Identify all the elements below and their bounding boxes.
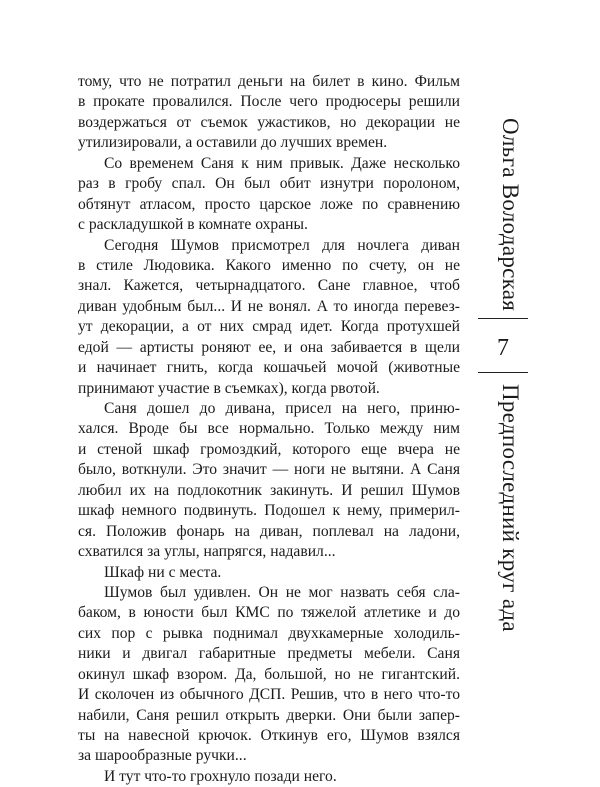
body-text [78,72,460,787]
text-line: и начинает гнить, когда кошачьей мочой (животные [78,359,460,377]
text-line: окинул шкаф взором. Да, большой, но не гигантский. [78,665,460,683]
text-line: Шкаф ни с места. [104,563,222,581]
text-line: принимают участие в съемках), когда рвотой. [78,379,380,397]
text-line: воздержаться от съемок ужастиков, но декорации не [78,113,460,131]
text-line: и стеной шкаф громоздкий, которого еще вчера не [78,440,460,458]
author-name: Ольга Володарская [498,118,523,312]
text-line: шкаф немного подвинуть. Подошел к нему, примерил- [78,502,460,520]
text-line: диван удобным был... И не вонял. А то иногда перевез- [78,297,460,315]
text-line: хался. Вроде бы все нормально. Только между ним [78,420,460,438]
text-line: ты на навесной крючок. Откинув его, Шумов взялся [78,727,460,744]
text-line: едой — артисты роняют ее, и она забивается в щели [78,338,460,356]
text-line: Шумов был удивлен. Он не мог назвать себя сла- [104,583,460,601]
text-line: любил их на подлокотник закинуть. И решил Шумов [78,481,460,499]
text-line: Саня дошел до дивана, присел на него, приню- [104,400,460,417]
text-line: с раскладушкой в комнате охраны. [78,216,308,234]
text-line: сих пор с рывка поднимал двухкамерные холодиль- [78,624,460,642]
text-line: И сколочен из обычного ДСП. Решив, что в него что-то [78,686,460,704]
text-line: Сегодня Шумов присмотрел для ночлега диван [104,236,460,254]
text-line: Со временем Саня к ним привык. Даже несколько [104,154,460,172]
text-line: ут декорации, а от них смрад идет. Когда протухшей [78,318,460,336]
text-line: схватился за углы, напрягся, надавил... [78,543,336,561]
header-divider-top [478,318,528,319]
text-line: знал. Кажется, четырнадцатого. Сане главное, чтоб [78,277,460,295]
text-line: раз в гробу спал. Он был обит изнутри поролоном, [78,175,460,193]
text-line: набили, Саня решил открыть дверки. Они были запер- [78,706,460,724]
text-line: обтянут атласом, просто царское ложе по сравнению [78,195,460,213]
text-line: тому, что не потратил деньги на билет в кино. Фильм [78,73,460,90]
text-line: ники и двигал габаритные предметы мебели. Саня [78,645,460,663]
text-line: И тут что-то грохнуло позади него. [104,767,337,785]
header-divider-bottom [478,372,528,373]
text-line: ся. Положив фонарь на диван, поплевал на ладони, [78,522,460,540]
book-title: Предпоследний круг ада [498,384,523,632]
text-line: утилизировали, а оставили до лучших времен. [78,134,388,152]
text-line: баком, в юности был КМС по тяжелой атлетике и до [78,604,460,622]
text-line: в стиле Людовика. Какого именно по счету, он не [78,256,460,274]
text-line: за шарообразные ручки... [78,747,247,765]
running-header [478,0,528,750]
text-line: в прокате провалился. После чего продюсеры решили [78,93,460,111]
page-number: 7 [497,335,509,361]
text-line: было, воткнули. Это значит — ноги не вытяни. А Саня [78,461,460,479]
